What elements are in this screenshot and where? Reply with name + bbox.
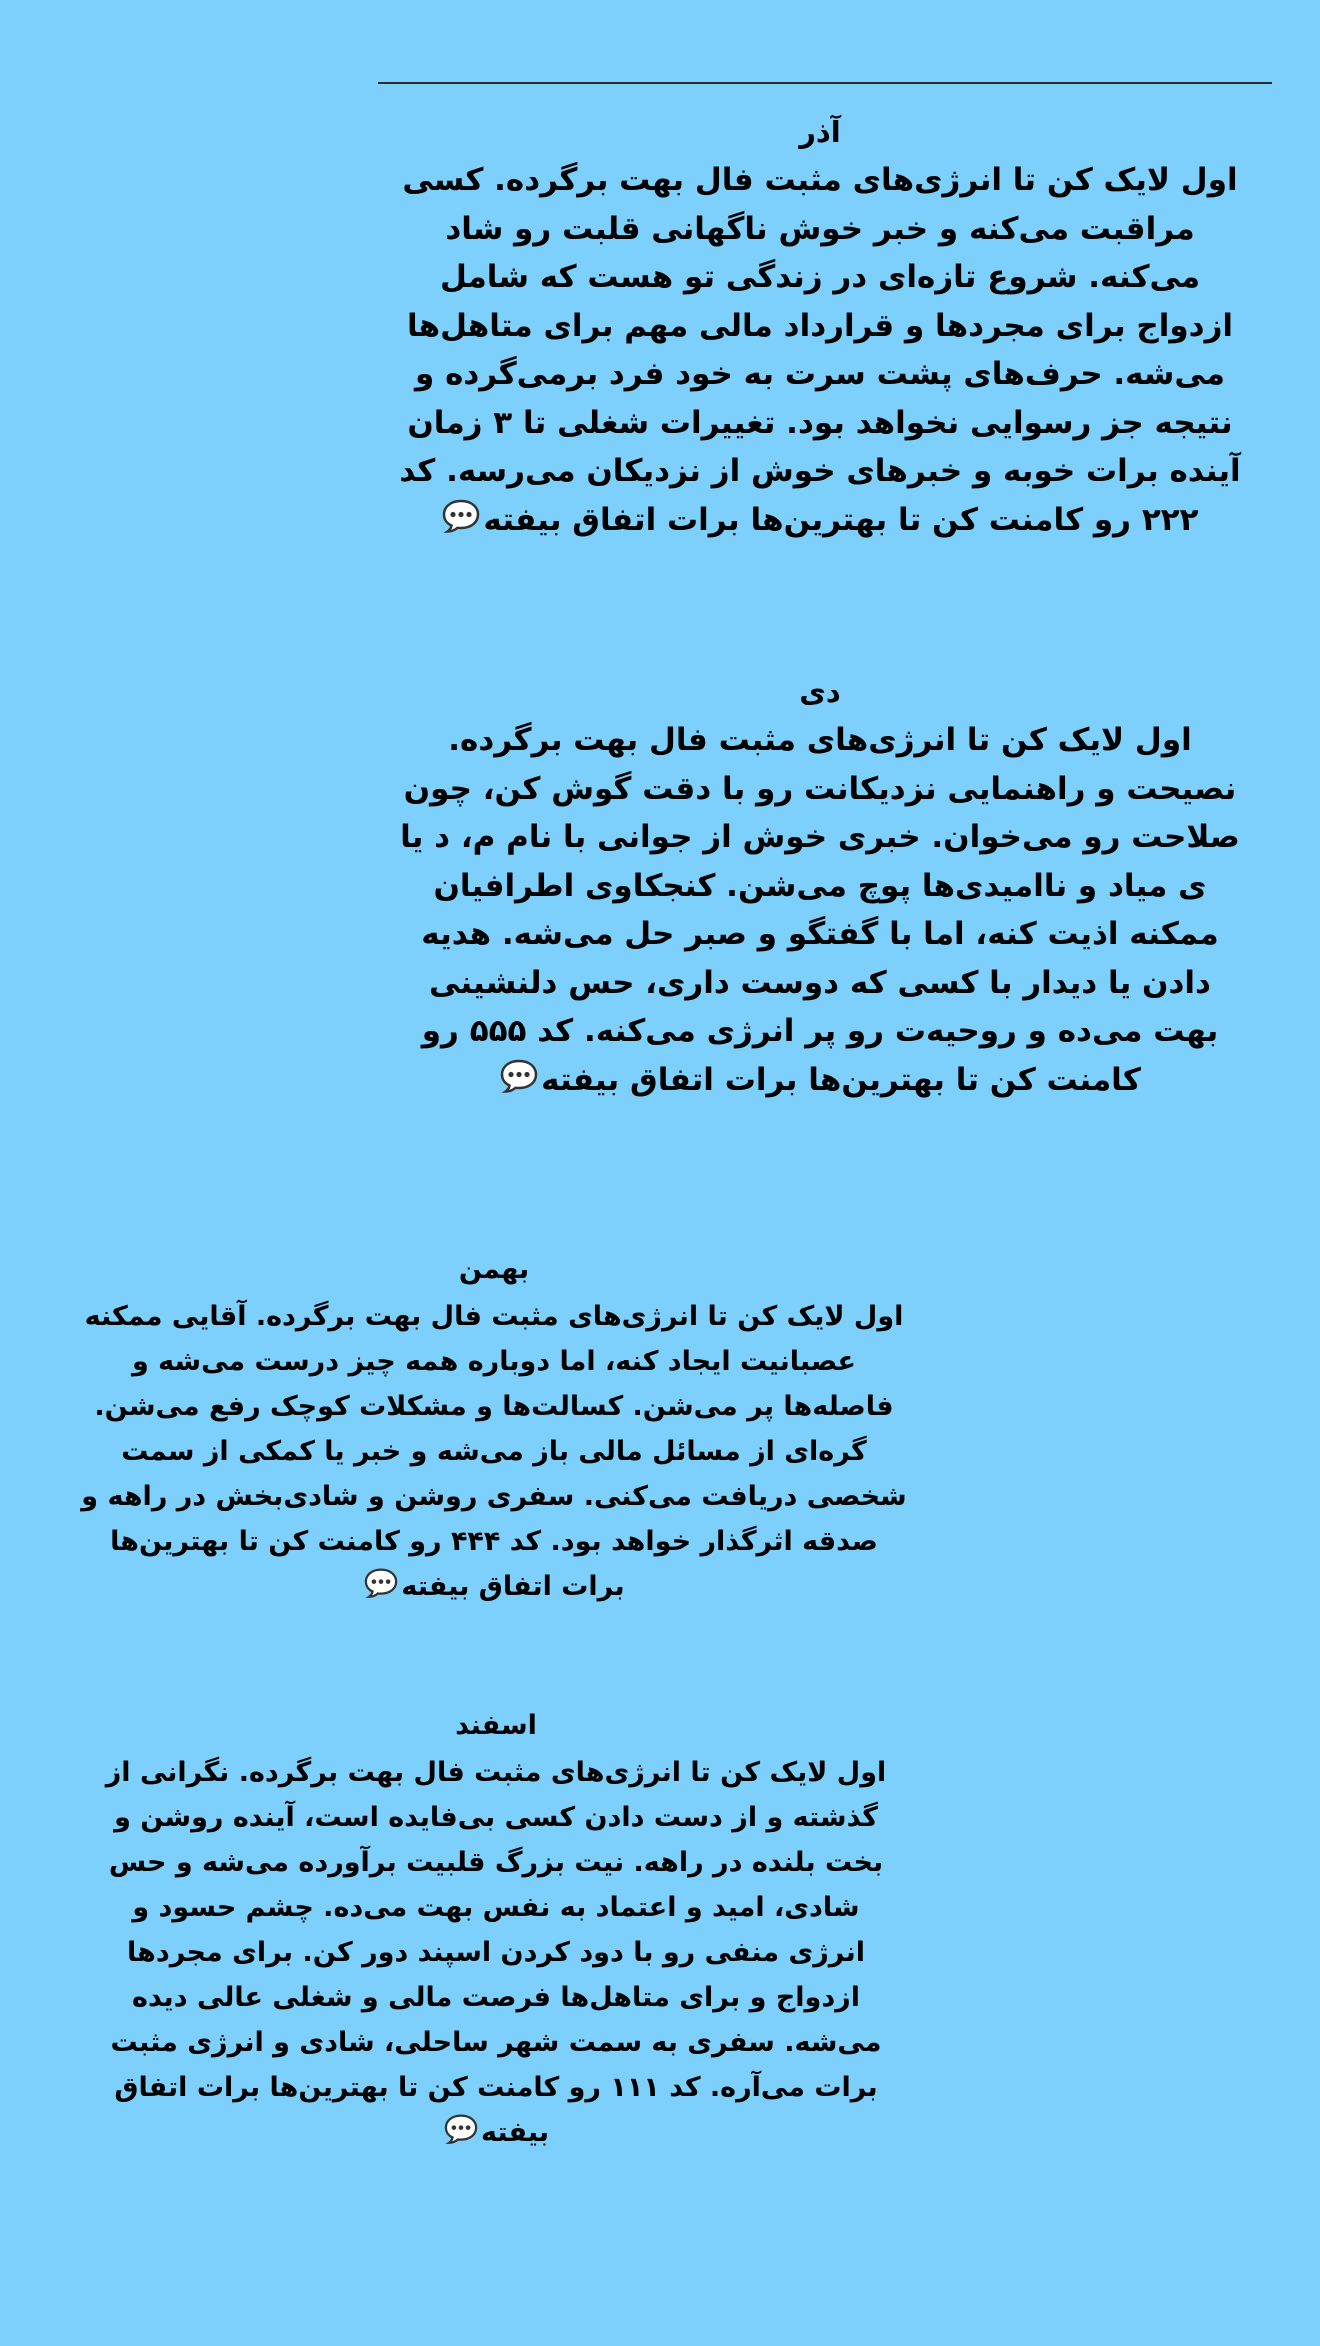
top-divider (378, 82, 1272, 84)
section-azar (392, 112, 1248, 544)
speech-bubble-icon (441, 498, 481, 534)
section-title: دی (799, 675, 841, 709)
section-bahman (78, 1252, 910, 1609)
section-esfand (96, 1708, 896, 2155)
speech-bubble-icon (443, 2113, 479, 2145)
section-text: اول لایک کن تا انرژی‌های مثبت فال بهت برگرده. نصیحت و راهنمایی نزدیکانت رو با دقت گوش کن، چون صلاحت رو می‌خوان. خبری خوش از جوانی با نام م، د یا ی میاد و ناامیدی‌ها پوچ می‌شن. کنجکاوی اطرافیان ممکنه اذیت کنه، اما با گفتگو و صبر حل می‌شه. هدیه دادن یا دیدار با کسی که دوست داری، حس دلنشینی بهت می‌ده و روحیه‌ت رو پر انرژی می‌کنه. کد ۵۵۵ رو کامنت کن تا بهترین‌ها برات اتفاق بیفته (400, 722, 1240, 1098)
section-text: اول لایک کن تا انرژی‌های مثبت فال بهت برگرده. آقایی ممکنه عصبانیت ایجاد کنه، اما دوباره همه چیز درست می‌شه و فاصله‌ها پر می‌شن. کسالت‌ها و مشکلات کوچک رفع می‌شن. گره‌ای از مسائل مالی باز می‌شه و خبر یا کمکی از سمت شخصی دریافت می‌کنی. سفری روشن و شادی‌بخش در راهه و صدقه اثرگذار خواهد بود. کد ۴۴۴ رو کامنت کن تا بهترین‌ها برات اتفاق بیفته (81, 1301, 907, 1602)
speech-bubble-icon (363, 1567, 399, 1599)
section-title: آذر (799, 115, 841, 149)
section-title: بهمن (458, 1254, 530, 1285)
section-text: اول لایک کن تا انرژی‌های مثبت فال بهت برگرده. کسی مراقبت می‌کنه و خبر خوش ناگهانی قلبت رو شاد می‌کنه. شروع تازه‌ای در زندگی تو هست که شامل ازدواج برای مجردها و قرارداد مالی مهم برای متاهل‌ها می‌شه. حرف‌های پشت سرت به خود فرد برمی‌گرده و نتیجه جز رسوایی نخواهد بود. تغییرات شغلی تا ۳ زمان آینده برات خوبه و خبرهای خوش از نزدیکان می‌رسه. کد ۲۲۲ رو کامنت کن تا بهترین‌ها برات اتفاق بیفته (399, 162, 1241, 538)
section-text: اول لایک کن تا انرژی‌های مثبت فال بهت برگرده. نگرانی از گذشته و از دست دادن کسی بی‌فایده است، آینده روشن و بخت بلنده در راهه. نیت بزرگ قلبیت برآورده می‌شه و حس شادی، امید و اعتماد به نفس بهت می‌ده. چشم حسود و انرژی منفی رو با دود کردن اسپند دور کن. برای مجردها ازدواج و برای متاهل‌ها فرصت مالی و شغلی عالی دیده می‌شه. سفری به سمت شهر ساحلی، شادی و انرژی مثبت برات می‌آره. کد ۱۱۱ رو کامنت کن تا بهترین‌ها برات اتفاق بیفته (105, 1757, 887, 2148)
section-title: اسفند (455, 1710, 537, 1741)
speech-bubble-icon (499, 1058, 539, 1094)
section-dey (392, 672, 1248, 1104)
